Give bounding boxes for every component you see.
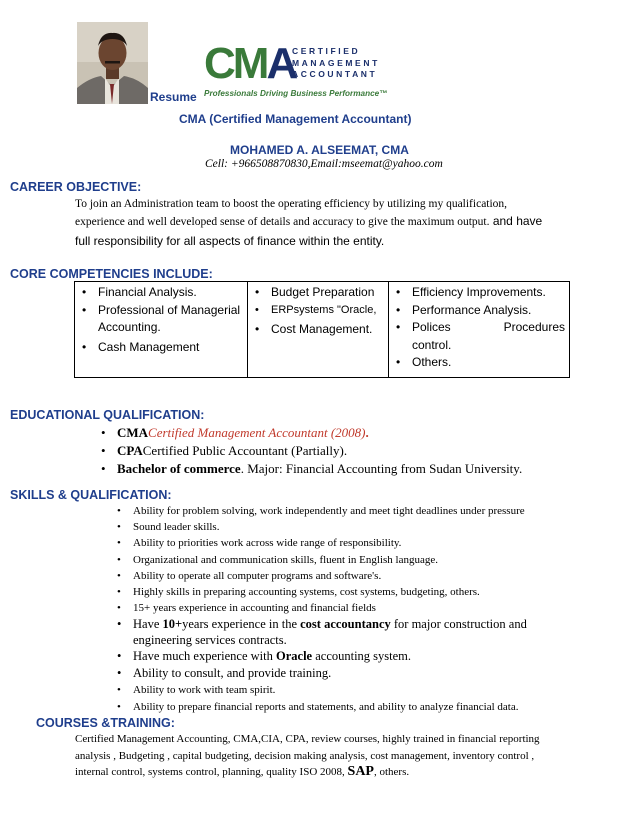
- list-item: • Budget Preparation: [252, 284, 384, 302]
- list-item: • Ability to operate all computer programs and software's.: [114, 568, 527, 584]
- objective-line: experience and well developed sense of details and accuracy to give the maximum output. and have: [75, 214, 543, 228]
- profile-photo: [77, 22, 148, 104]
- courses-text: [75, 731, 540, 781]
- list-item: • Organizational and communication skills, fluent in English language.: [114, 552, 527, 568]
- competencies-col-1: [75, 282, 248, 378]
- courses-line: analysis , Budgeting , capital budgeting, decision making analysis, cost management, inventory control ,: [75, 749, 535, 762]
- competencies-col-3: [389, 282, 570, 378]
- list-item: • ERPsystems "Oracle,: [252, 302, 384, 320]
- list-item: • Have 10+years experience in the cost accountancy for major construction and engineering services contracts.: [114, 616, 527, 648]
- list-item: • Efficiency Improvements.: [393, 284, 565, 302]
- career-objective-text: [75, 196, 620, 250]
- list-item: • Ability to priorities work across wide range of responsibility.: [114, 535, 527, 551]
- objective-line: full responsibility for all aspects of finance within the entity.: [75, 234, 385, 248]
- resume-label: Resume: [150, 90, 197, 104]
- competencies-col-2: [248, 282, 389, 378]
- list-item: • Ability to work with team spirit.: [114, 682, 527, 698]
- list-item: • Ability to consult, and provide training.: [114, 665, 527, 682]
- list-item: • Ability to prepare financial reports and statements, and ability to analyze financial data.: [114, 699, 527, 715]
- core-competencies-heading: CORE COMPETENCIES INCLUDE:: [10, 267, 213, 281]
- objective-line: To join an Administration team to boost the operating efficiency by utilizing my qualification,: [75, 198, 508, 210]
- skills-heading: SKILLS & QUALIFICATION:: [10, 488, 172, 502]
- list-item: • Have much experience with Oracle accounting system.: [114, 648, 527, 665]
- list-item: • Sound leader skills.: [114, 519, 527, 535]
- candidate-name: MOHAMED A. ALSEEMAT, CMA: [230, 143, 409, 157]
- designation: CMA (Certified Management Accountant): [179, 112, 412, 126]
- list-item: • Performance Analysis.: [393, 302, 565, 320]
- list-item: • Financial Analysis.: [79, 284, 243, 302]
- list-item: • Cash Management: [79, 339, 243, 357]
- cma-logo: [204, 39, 388, 112]
- list-item: • Ability for problem solving, work independently and meet tight deadlines under pressure: [114, 503, 527, 519]
- skills-list: [114, 503, 527, 715]
- list-item: • Bachelor of commerce. Major: Financial Accounting from Sudan University.: [98, 460, 522, 478]
- list-item: • CMACertified Management Accountant (2008).: [98, 424, 522, 442]
- education-heading: EDUCATIONAL QUALIFICATION:: [10, 408, 205, 422]
- list-item: • Others.: [393, 354, 565, 372]
- cma-logo-tagline: Professionals Driving Business Performance™: [204, 89, 388, 98]
- courses-heading: COURSES &TRAINING:: [36, 716, 175, 730]
- list-item: • Cost Management.: [252, 321, 384, 339]
- list-item: • Professional of Managerial Accounting.: [79, 302, 243, 337]
- list-item: • 15+ years experience in accounting and financial fields: [114, 600, 527, 616]
- education-list: [98, 424, 522, 478]
- courses-line: internal control, systems control, planning, quality ISO 2008, SAP, others.: [75, 764, 410, 779]
- list-item: • CPACertified Public Accountant (Partially).: [98, 442, 522, 460]
- cma-logo-words: CERTIFIED MANAGEMENT ACCOUNTANT: [292, 46, 380, 79]
- career-objective-heading: CAREER OBJECTIVE:: [10, 180, 142, 194]
- list-item: • Highly skills in preparing accounting systems, cost systems, budgeting, others.: [114, 584, 527, 600]
- courses-line: Certified Management Accounting, CMA,CIA, CPA, review courses, highly trained in financial reporting: [75, 733, 540, 745]
- list-item: • Polices Procedures control.: [393, 319, 565, 354]
- contact-info: Cell: +966508870830,Email:mseemat@yahoo.com: [205, 158, 443, 170]
- competencies-table: [74, 281, 570, 378]
- cma-logo-letters: CMA: [204, 39, 296, 88]
